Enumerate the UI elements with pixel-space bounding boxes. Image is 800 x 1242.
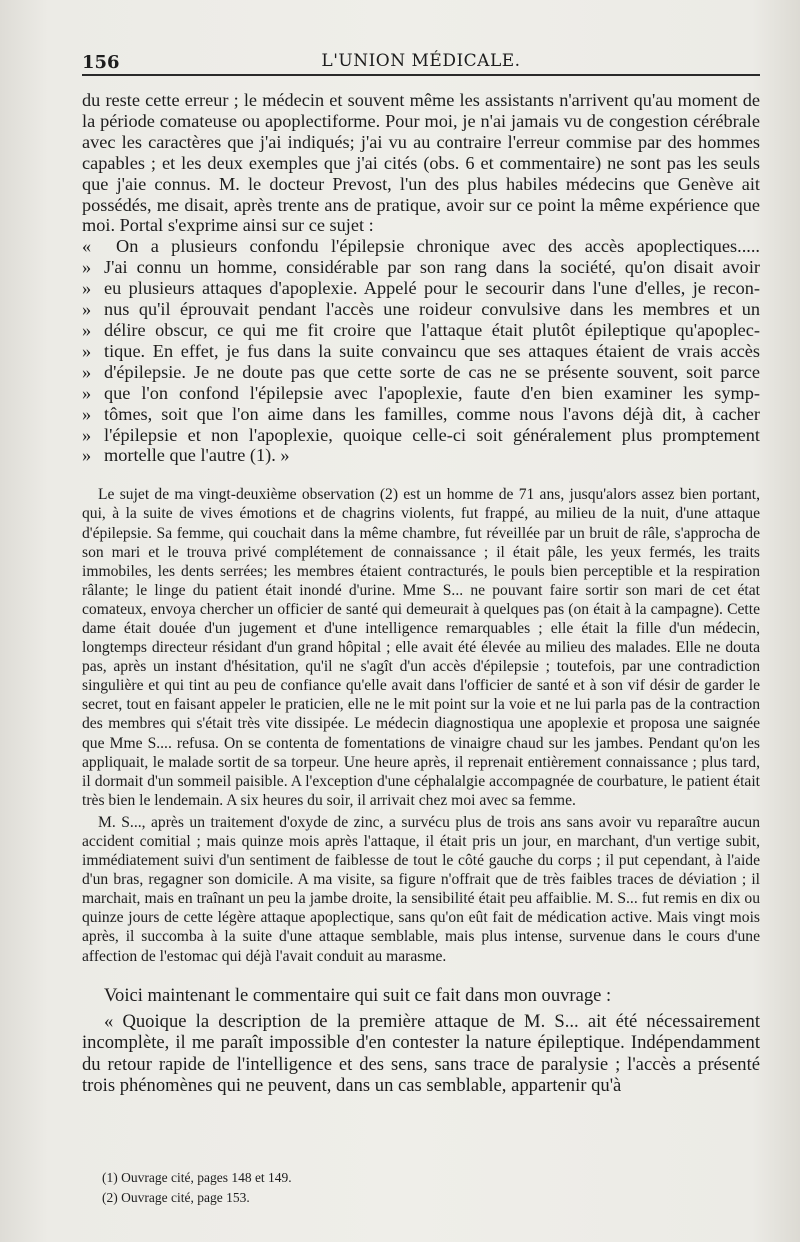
quote-line: » J'ai connu un homme, considérable par son rang dans la société, qu'on disait avoir [82,257,760,278]
quote-line: » tique. En effet, je fus dans la suite convaincu que ses attaques étaient de vrais accès [82,340,760,361]
footnote-1: (1) Ouvrage cité, pages 148 et 149. [102,1170,292,1185]
portal-quote [82,236,760,466]
observation-paragraph-2: M. S..., après un traitement d'oxyde de zinc, a survécu plus de trois ans sans avoir vu reparaître aucun accident comitial ; mais quinze mois après l'attaque, il était pris un jour, en marchant, d'un vertige subit, immédiatement suivi d'un sentiment de faiblesse de tout le côté gauche du corps ; il put cependant, à l'aide d'un bras, regagner son domicile. A ma visite, sa figure n'offrait que de très faibles traces de déviation ; il marchait, mais en traînant un peu la jambe droite, la sensibilité était peu affaiblie. M. S... fut remis en dix ou quinze jours de cette légère attaque apoplectique, sans qu'on eût fait de médication active. Mais vingt mois après, il succomba à la suite d'une attaque semblable, mais plus intense, survenue dans le cours d'une affection de l'estomac qui déjà l'avait conduit au marasme. [82,813,760,965]
quote-line: » l'épilepsie et non l'apoplexie, quoique celle-ci soit généralement plus promptement [82,424,760,445]
running-head [82,48,760,76]
page-number: 156 [82,52,120,73]
quote-line: » que l'on confond l'épilepsie avec l'apoplexie, faute d'en bien examiner les symp- [82,382,760,403]
quote-line: « On a plusieurs confondu l'épilepsie chronique avec des accès apoplectiques..... [82,236,760,257]
observation-paragraph-1: Le sujet de ma vingt-deuxième observation (2) est un homme de 71 ans, jusqu'alors assez bien portant, qui, à la suite de vives émotions et de chagrins violents, fut frappé, au milieu de la nuit, d'une attaque d'épilepsie. Sa femme, qui couchait dans la même chambre, fut réveillée par un bruit de râle, s'approcha de son mari et le trouva privé complétement de connaissance ; il était pâle, les yeux fermés, les traits immobiles, les dents serrées; les membres étaient contracturés, le pouls bien perceptible et la respiration râlante; le linge du patient était inondé d'urine. Mme S... ne pouvant faire sortir son mari de cet état comateux, envoya chercher un officier de santé qui demeurait à quelques pas (on était à la campagne). Cette dame était douée d'un jugement et d'une intelligence remarquables ; elle était la fille d'un médecin, longtemps directeur résidant d'un grand hôpital ; elle avait été élevée au milieu des malades. Elle ne douta pas, après un instant d'hésitation, qu'il ne s'agît d'un accès d'épilepsie ; toutefois, par une contradiction singulière et qui tint au peu de confiance qu'elle avait dans l'officier de santé et à son vif désir de garder le secret, tout en faisant appeler le praticien, elle ne le mit point sur la voie et ne lui parla pas de la contraction des membres qui s'était très vite dissipée. Le médecin diagnostiqua une apoplexie et proposa une saignée que Mme S.... refusa. On se contenta de fomentations de vinaigre chaud sur les jambes. Pendant qu'on les appliquait, le malade sortit de sa torpeur. Une heure après, il reprenait entièrement connaissance ; plus tard, il dormait d'un sommeil paisible. A l'exception d'une céphalalgie accompagnée de courbature, le patient était très bien le lendemain. A six heures du soir, il arrivait chez moi avec sa femme. [82,486,760,809]
quote-line: » tômes, soit que l'on aime dans les familles, comme nous l'avons déjà dit, à cacher [82,403,760,424]
footnotes [102,1168,292,1208]
journal-title: L'UNION MÉDICALE. [321,51,521,71]
commentary-quote: « Quoique la description de la première attaque de M. S... ait été nécessairement incomplète, il me paraît impossible d'en contester la nature épileptique. Indépendamment du retour rapide de l'intelligence et des sens, sans trace de paralysie ; l'accès a présenté trois phénomènes qui ne peuvent, dans un cas semblable, appartenir qu'à [82,1010,760,1097]
intro-paragraph: du reste cette erreur ; le médecin et souvent même les assistants n'arrivent qu'au moment de la période comateuse ou apoplectiforme. Pour moi, je n'ai jamais vu de congestion cérébrale avec les caractères que j'ai indiqués; j'ai vu au contraire l'erreur commise par des hommes capables ; et les deux exemples que j'ai cités (obs. 6 et commentaire) ne sont pas les seuls que j'aie connus. M. le docteur Prevost, l'un des plus habiles médecins que Genève ait possédés, me disait, après trente ans de pratique, avoir sur ce point la même expérience que moi. Portal s'exprime ainsi sur ce sujet : [82,90,760,236]
quote-line: » eu plusieurs attaques d'apoplexie. Appelé pour le secourir dans l'une d'elles, je recon- [82,278,760,299]
quote-line: » mortelle que l'autre (1). » [82,445,290,466]
quote-line: » nus qu'il éprouvait pendant l'accès une roideur convulsive dans les membres et un [82,299,760,320]
quote-line: » d'épilepsie. Je ne doute pas que cette sorte de cas ne se présente souvent, soit parce [82,361,760,382]
quote-line: » délire obscur, ce qui me fit croire que l'attaque était plutôt épileptique qu'apoplec- [82,319,760,340]
footnote-2: (2) Ouvrage cité, page 153. [102,1190,250,1205]
commentary-intro: Voici maintenant le commentaire qui suit ce fait dans mon ouvrage : [104,984,612,1006]
